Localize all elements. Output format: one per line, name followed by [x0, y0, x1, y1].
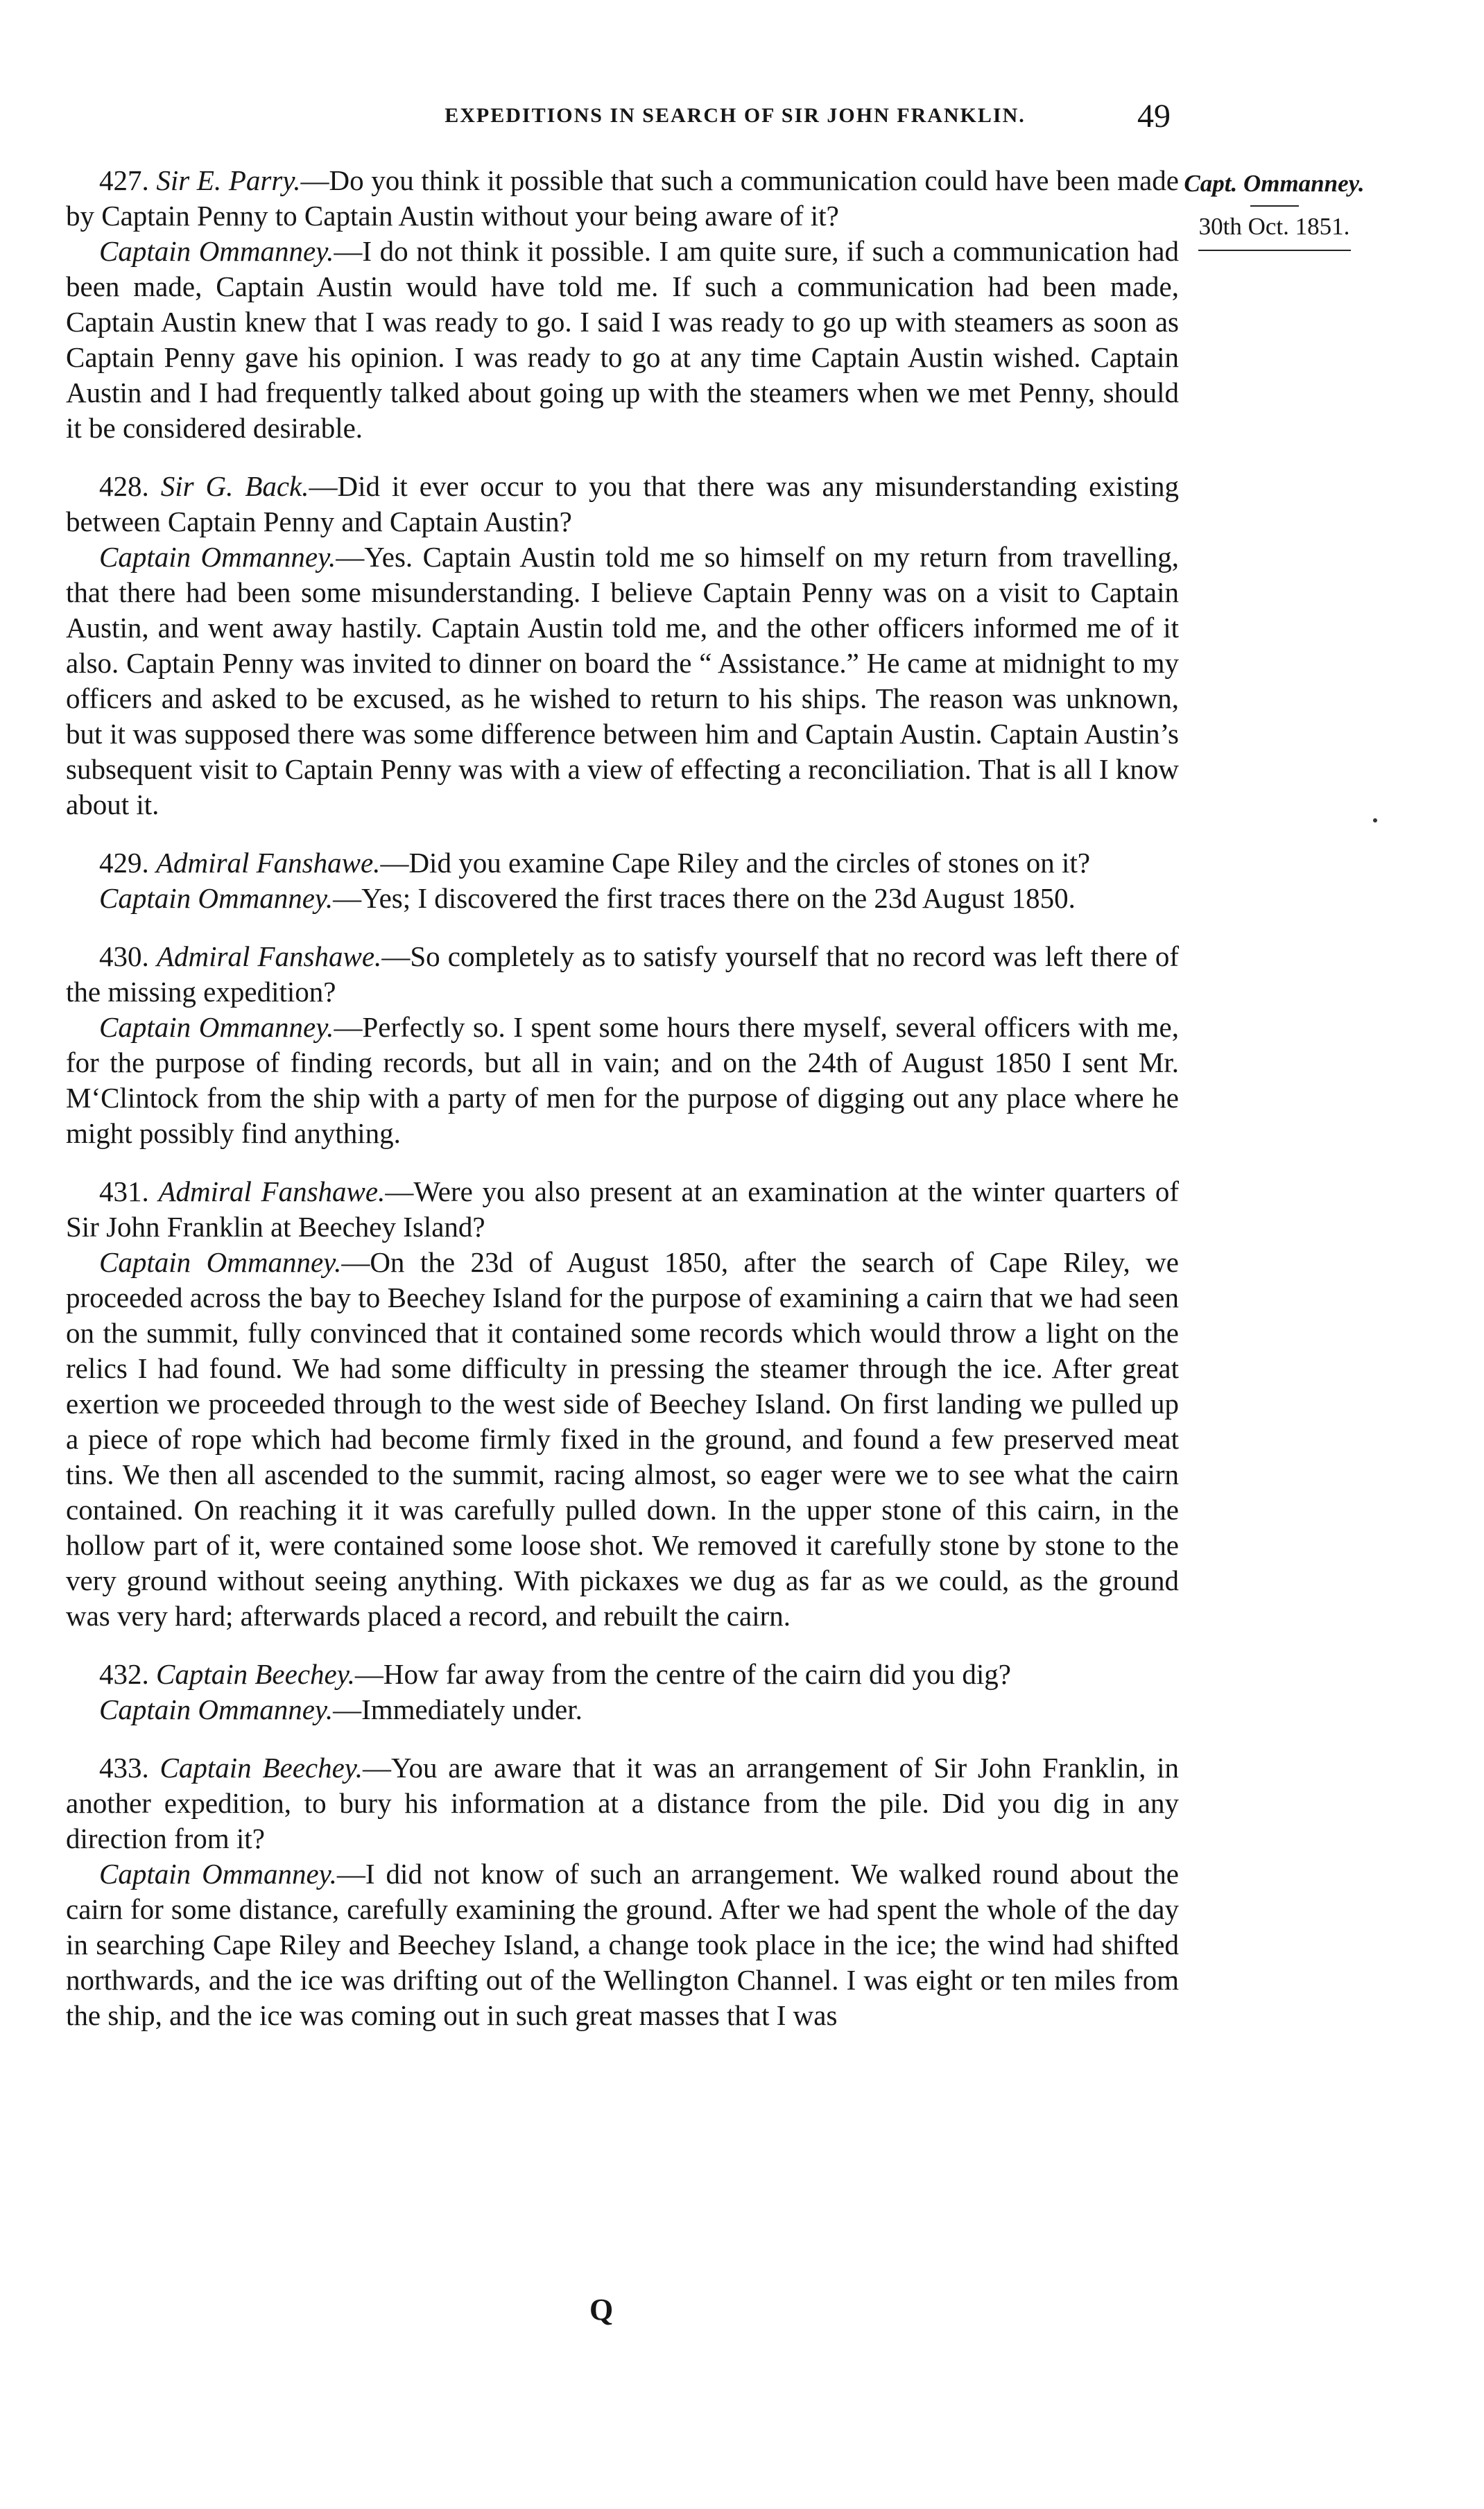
answer — [66, 881, 1179, 916]
answer-speaker: Captain Ommanney. — [99, 1693, 334, 1725]
question-speaker: Sir E. Parry. — [156, 164, 301, 196]
answer — [66, 234, 1179, 446]
answer-speaker: Captain Ommanney. — [99, 235, 334, 267]
answer-text: —Perfectly so. I spent some hours there myself, several officers with me, for the purpose of finding records, but all in vain; and on the 24th of August 1850 I sent Mr. M‘Clintock from the ship with a party of men for the purpose of digging out any place where he might possibly find anything. — [66, 1011, 1180, 1149]
entry-433 — [66, 1750, 1179, 2033]
question-speaker: Sir G. Back. — [160, 470, 309, 502]
answer-speaker: Captain Ommanney. — [99, 1858, 337, 1890]
entry-430 — [66, 939, 1179, 1151]
question-number: 431. — [99, 1175, 149, 1207]
answer-speaker: Captain Ommanney. — [99, 541, 336, 573]
question-text: —Did it ever occur to you that there was any misunderstanding existing between Captain Penny and Captain Austin? — [66, 470, 1179, 537]
answer — [66, 1245, 1179, 1634]
question — [66, 845, 1179, 881]
question-number: 427. — [99, 164, 149, 196]
question-speaker: Admiral Fanshawe. — [156, 940, 382, 972]
margin-witness-name: Capt. Ommanney. — [1184, 170, 1365, 197]
entry-431 — [66, 1174, 1179, 1634]
question-number: 429. — [99, 847, 149, 879]
question-text: —So completely as to satisfy yourself that no record was left there of the missing expedition? — [66, 940, 1180, 1008]
signature-mark: Q — [589, 2293, 614, 2327]
question — [66, 939, 1179, 1010]
question — [66, 1174, 1179, 1245]
answer — [66, 1692, 1179, 1727]
question-speaker: Admiral Fanshawe. — [158, 1175, 386, 1207]
question-number: 430. — [99, 940, 149, 972]
question-text: —Did you examine Cape Riley and the circles of stones on it? — [380, 847, 1091, 879]
question-text: —Were you also present at an examination at the winter quarters of Sir John Franklin at Beechey Island? — [66, 1175, 1179, 1243]
answer — [66, 1010, 1179, 1151]
running-header: EXPEDITIONS IN SEARCH OF SIR JOHN FRANKLIN. — [445, 104, 1026, 127]
answer-speaker: Captain Ommanney. — [99, 1246, 342, 1278]
question — [66, 1750, 1179, 1856]
answer-text: —Yes. Captain Austin told me so himself on my return from travelling, that there had been some misunderstanding. I believe Captain Penny was on a visit to Captain Austin, and went away hastily. Captain Austin told me, and the other officers informed me of it also. Captain Penny was invited to dinner on board the “ Assistance.” He came at midnight to my officers and asked to be excused, as he wished to return to his ships. The reason was unknown, but it was supposed there was some difference between him and Captain Austin. Captain Austin’s subsequent visit to Captain Penny was with a view of effecting a reconciliation. That is all I know about it. — [66, 541, 1180, 820]
question-number: 428. — [99, 470, 149, 502]
answer — [66, 540, 1179, 822]
answer-text: —On the 23d of August 1850, after the search of Cape Riley, we proceeded across the bay to Beechey Island for the purpose of examining a cairn that we had seen on the summit, fully convinced that it contained some records which would throw a light on the relics I had found. We had some difficulty in pressing the steamer through the ice. After great exertion we proceeded through to the west side of Beechey Island. On first landing we pulled up a piece of rope which had become firmly fixed in the ground, and found a few preserved meat tins. We then all ascended to the summit, racing almost, so eager were we to see what the cairn contained. On reaching it it was carefully pulled down. In the upper stone of this cairn, in the hollow part of it, were contained some loose shot. We removed it carefully stone by stone to the very ground without seeing anything. With pickaxes we dug as far as we could, as the ground was very hard; afterwards placed a record, and rebuilt the cairn. — [66, 1246, 1179, 1632]
answer-speaker: Captain Ommanney. — [99, 882, 334, 914]
margin-rule — [1250, 205, 1299, 207]
entry-427 — [66, 163, 1179, 446]
question-speaker: Captain Beechey. — [156, 1658, 355, 1690]
question-speaker: Captain Beechey. — [159, 1752, 363, 1784]
question-speaker: Admiral Fanshawe. — [156, 847, 381, 879]
answer-text: —I did not know of such an arrangement. We walked round about the cairn for some distance, carefully examining the ground. After we had spent the whole of the day in searching Cape Riley and Beechey Island, a change took place in the ice; the wind had shifted northwards, and the ice was drifting out of the Wellington Channel. I was eight or ten miles from the ship, and the ice was coming out in such great masses that I was — [66, 1858, 1179, 2031]
answer-speaker: Captain Ommanney. — [99, 1011, 334, 1043]
question — [66, 1657, 1179, 1692]
entry-432 — [66, 1657, 1179, 1727]
question-text: —How far away from the centre of the cairn did you dig? — [354, 1658, 1011, 1690]
margin-dot — [1373, 818, 1377, 822]
answer-text: —Immediately under. — [333, 1693, 583, 1725]
page-number: 49 — [1137, 98, 1171, 135]
question — [66, 163, 1179, 234]
entry-429 — [66, 845, 1179, 916]
answer-text: —I do not think it possible. I am quite sure, if such a communication had been made, Captain Austin would have told me. If such a communication had been made, Captain Austin knew that I was ready to go. I said I was ready to go up with steamers as soon as Captain Penny gave his opinion. I was ready to go at any time Captain Austin wished. Captain Austin and I had frequently talked about going up with the steamers when we met Penny, should it be considered desirable. — [66, 235, 1179, 444]
question-text: —You are aware that it was an arrangement of Sir John Franklin, in another expedition, to bury his information at a distance from the pile. Did you dig in any direction from it? — [66, 1752, 1180, 1854]
question-number: 432. — [99, 1658, 149, 1690]
question-text: —Do you think it possible that such a communication could have been made by Captain Penny to Captain Austin without your being aware of it? — [66, 164, 1179, 232]
text-column — [66, 163, 1179, 2056]
margin-rule — [1198, 250, 1351, 251]
question — [66, 469, 1179, 540]
margin-date: 30th Oct. 1851. — [1198, 213, 1350, 240]
answer-text: —Yes; I discovered the first traces there on the 23d August 1850. — [333, 882, 1076, 914]
entry-428 — [66, 469, 1179, 822]
answer — [66, 1856, 1179, 2033]
margin-note — [1182, 166, 1366, 251]
question-number: 433. — [99, 1752, 149, 1784]
